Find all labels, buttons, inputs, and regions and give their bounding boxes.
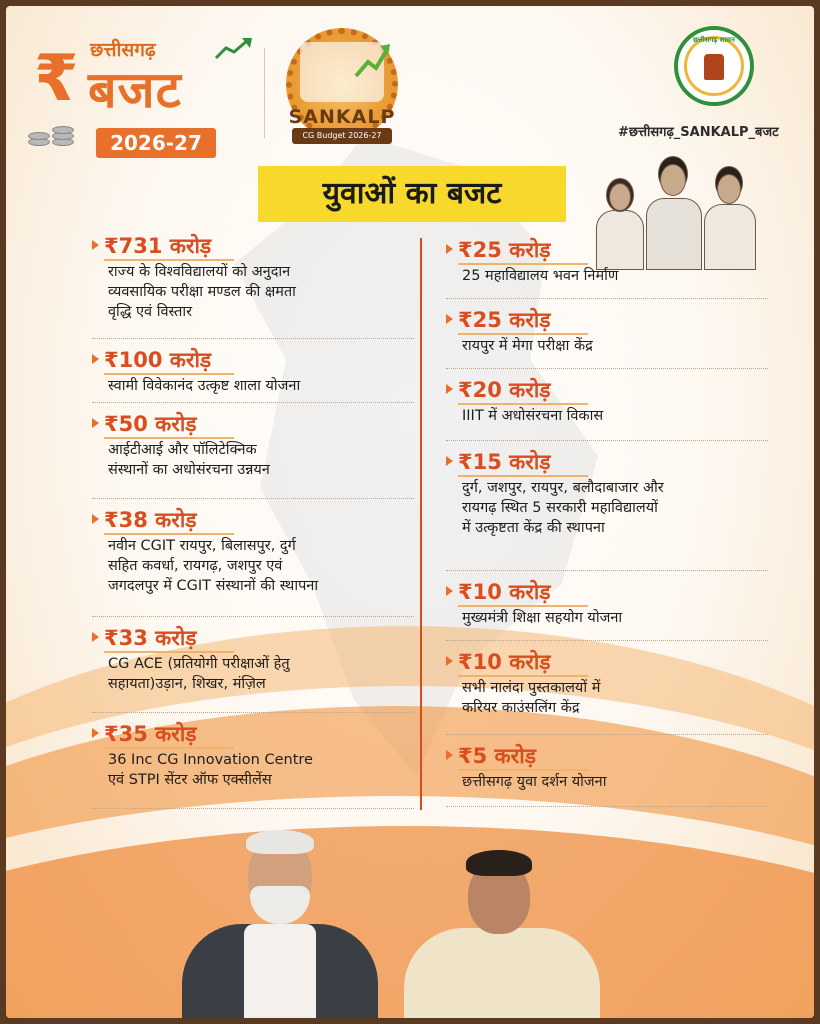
column-divider	[420, 238, 422, 810]
leader-portrait-left	[182, 826, 378, 1018]
lion-capital-icon	[704, 54, 724, 80]
sankalp-logo	[278, 28, 406, 152]
amount-underline	[458, 605, 588, 607]
bullet-arrow-icon	[446, 456, 453, 466]
youth-figure	[642, 152, 704, 270]
description-line: नवीन CGIT रायपुर, बिलासपुर, दुर्ग	[108, 538, 296, 554]
description-line: स्वामी विवेकानंद उत्कृष्ट शाला योजना	[108, 378, 301, 394]
amount-underline	[104, 437, 234, 439]
budget-description	[462, 478, 664, 538]
rupee-icon: ₹	[34, 42, 79, 116]
budget-description	[108, 440, 270, 480]
description-line: संस्थानों का अधोसंरचना उन्नयन	[108, 462, 270, 478]
budget-amount: ₹25 करोड़	[458, 308, 551, 332]
budget-amount: ₹20 करोड़	[458, 378, 551, 402]
dotted-separator	[446, 806, 768, 807]
bullet-arrow-icon	[92, 728, 99, 738]
budget-amount: ₹33 करोड़	[104, 626, 197, 650]
description-line: एवं STPI सेंटर ऑफ एक्सीलेंस	[108, 772, 272, 788]
budget-amount: ₹731 करोड़	[104, 234, 212, 258]
bullet-arrow-icon	[446, 586, 453, 596]
sankalp-subtitle: CG Budget 2026-27	[292, 128, 392, 144]
description-line: वृद्धि एवं विस्तार	[108, 304, 193, 320]
year-badge: 2026-27	[96, 128, 216, 158]
budget-description	[108, 654, 290, 694]
growth-arrow-icon	[214, 36, 254, 60]
bullet-arrow-icon	[446, 750, 453, 760]
description-line: IIIT में अधोसंरचना विकास	[462, 408, 604, 424]
description-line: सहायता)उड़ान, शिखर, मंज़िल	[108, 676, 266, 692]
coins-icon	[24, 114, 84, 150]
cg-budget-logo	[24, 36, 264, 166]
growth-arrow-icon	[352, 42, 392, 82]
description-line: छत्तीसगढ़ युवा दर्शन योजना	[462, 774, 607, 790]
amount-underline	[458, 263, 588, 265]
budget-amount: ₹100 करोड़	[104, 348, 212, 372]
bullet-arrow-icon	[92, 632, 99, 642]
amount-underline	[458, 403, 588, 405]
title-band	[258, 166, 566, 222]
budget-amount: ₹25 करोड़	[458, 238, 551, 262]
hashtag: #छत्तीसगढ़_SANKALP_बजट	[618, 125, 779, 140]
youth-illustration	[592, 152, 758, 270]
description-line: रायगढ़ स्थित 5 सरकारी महाविद्यालयों	[462, 500, 658, 516]
description-line: आईटीआई और पॉलिटेक्निक	[108, 442, 257, 458]
amount-underline	[104, 533, 234, 535]
budget-amount: ₹10 करोड़	[458, 580, 551, 604]
budget-poster	[6, 6, 814, 1018]
amount-underline	[104, 651, 234, 653]
page-title: युवाओं का बजट	[322, 176, 502, 211]
description-line: राज्य के विश्वविद्यालयों को अनुदान	[108, 264, 291, 280]
youth-figure	[592, 170, 648, 270]
budget-label: बजट	[88, 61, 182, 119]
header-divider	[264, 48, 265, 138]
description-line: करियर काउंसलिंग केंद्र	[462, 700, 580, 716]
dotted-separator	[92, 712, 414, 713]
bullet-arrow-icon	[92, 354, 99, 364]
amount-underline	[104, 259, 234, 261]
bullet-arrow-icon	[92, 418, 99, 428]
youth-figure	[700, 160, 758, 270]
dotted-separator	[92, 402, 414, 403]
budget-description	[462, 406, 603, 426]
emblem-text: छत्तीसगढ़ शासन	[693, 36, 735, 44]
amount-underline	[458, 769, 588, 771]
description-line: में उत्कृष्टता केंद्र की स्थापना	[462, 520, 605, 536]
budget-description	[462, 266, 618, 286]
bullet-arrow-icon	[446, 244, 453, 254]
amount-underline	[104, 747, 234, 749]
description-line: सभी नालंदा पुस्तकालयों में	[462, 680, 601, 696]
bullet-arrow-icon	[92, 514, 99, 524]
bullet-arrow-icon	[446, 314, 453, 324]
budget-description	[108, 536, 318, 596]
budget-amount: ₹50 करोड़	[104, 412, 197, 436]
budget-amount: ₹5 करोड़	[458, 744, 536, 768]
budget-description	[108, 376, 300, 396]
budget-description	[108, 262, 296, 322]
budget-description	[462, 608, 622, 628]
dotted-separator	[92, 338, 414, 339]
leader-portrait-right	[404, 842, 600, 1018]
dotted-separator	[446, 298, 768, 299]
dotted-separator	[446, 570, 768, 571]
description-line: व्यवसायिक परीक्षा मण्डल की क्षमता	[108, 284, 296, 300]
bullet-arrow-icon	[446, 656, 453, 666]
dotted-separator	[446, 734, 768, 735]
description-line: मुख्यमंत्री शिक्षा सहयोग योजना	[462, 610, 623, 626]
sankalp-title: SANKALP	[288, 106, 396, 128]
dotted-separator	[446, 440, 768, 441]
dotted-separator	[446, 368, 768, 369]
budget-description	[462, 678, 600, 718]
budget-description	[462, 336, 593, 356]
description-line: जगदलपुर में CGIT संस्थानों की स्थापना	[108, 578, 319, 594]
bullet-arrow-icon	[446, 384, 453, 394]
dotted-separator	[92, 808, 414, 809]
budget-amount: ₹35 करोड़	[104, 722, 197, 746]
dotted-separator	[92, 498, 414, 499]
state-label: छत्तीसगढ़	[90, 39, 156, 61]
amount-underline	[458, 333, 588, 335]
budget-description	[462, 772, 606, 792]
description-line: सहित कवर्धा, रायगढ़, जशपुर एवं	[108, 558, 283, 574]
dotted-separator	[446, 640, 768, 641]
description-line: 36 Inc CG Innovation Centre	[108, 752, 313, 768]
dotted-separator	[92, 616, 414, 617]
amount-underline	[458, 475, 588, 477]
description-line: दुर्ग, जशपुर, रायपुर, बलौदाबाजार और	[462, 480, 664, 496]
amount-underline	[458, 675, 588, 677]
budget-amount: ₹38 करोड़	[104, 508, 197, 532]
description-line: रायपुर में मेगा परीक्षा केंद्र	[462, 338, 593, 354]
amount-underline	[104, 373, 234, 375]
budget-description	[108, 750, 313, 790]
description-line: CG ACE (प्रतियोगी परीक्षाओं हेतु	[108, 656, 290, 672]
description-line: 25 महाविद्यालय भवन निर्माण	[462, 268, 619, 284]
bullet-arrow-icon	[92, 240, 99, 250]
government-emblem	[674, 26, 754, 112]
budget-amount: ₹15 करोड़	[458, 450, 551, 474]
budget-amount: ₹10 करोड़	[458, 650, 551, 674]
